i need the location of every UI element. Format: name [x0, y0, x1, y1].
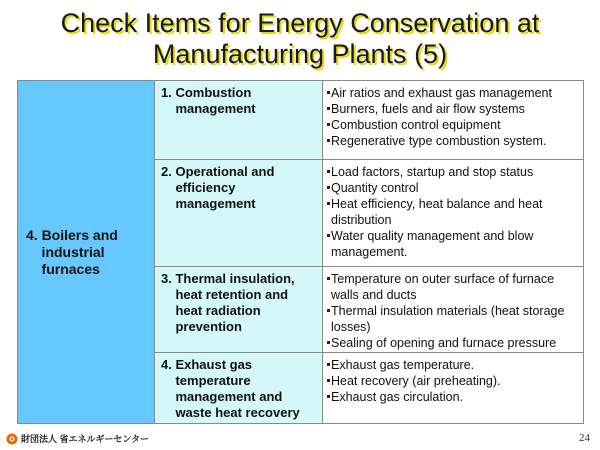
list-item: Heat efficiency, heat balance and heat distribution: [327, 196, 577, 228]
table-row: [155, 267, 583, 353]
item-combustion-management: 1. Combustion management: [155, 81, 323, 159]
item-operational-efficiency: 2. Operational and efficiency management: [155, 160, 323, 266]
list-item: Combustion control equipment: [327, 117, 577, 133]
bullet-icon: [327, 186, 330, 189]
bullet-icon: [327, 309, 330, 312]
footer-logo: [6, 432, 149, 445]
table-row: [155, 81, 583, 160]
list-item: Burners, fuels and air flow systems: [327, 101, 577, 117]
list-item: Sealing of opening and furnace pressure: [327, 335, 577, 351]
check-items-table: [17, 80, 584, 424]
page-number: 24: [579, 432, 590, 444]
list-item: Quantity control: [327, 180, 577, 196]
bullet-icon: [327, 123, 330, 126]
bullet-icon: [327, 341, 330, 344]
item-exhaust-gas: 4. Exhaust gas temperature management and waste heat recovery: [155, 353, 323, 423]
table-row: [155, 353, 583, 423]
list-item: Regenerative type combustion system.: [327, 133, 577, 149]
list-item: Air ratios and exhaust gas management: [327, 85, 577, 101]
bullet-icon: [327, 363, 330, 366]
bullet-icon: [327, 202, 330, 205]
bullet-icon: [327, 234, 330, 237]
bullet-icon: [327, 91, 330, 94]
bullet-icon: [327, 107, 330, 110]
item-thermal-insulation: 3. Thermal insulation, heat retention and heat radiation prevention: [155, 267, 323, 352]
list-item: Thermal insulation materials (heat storage losses): [327, 303, 577, 335]
bullet-icon: [327, 277, 330, 280]
bullet-icon: [327, 395, 330, 398]
list-item: Water quality management and blow management.: [327, 228, 577, 260]
table-rows: [155, 81, 583, 423]
table-row: [155, 160, 583, 267]
list-item: Exhaust gas temperature.: [327, 357, 577, 373]
item-details: [323, 353, 583, 423]
category-cell: [18, 81, 155, 423]
list-item: Heat recovery (air preheating).: [327, 373, 577, 389]
list-item: Exhaust gas circulation.: [327, 389, 577, 405]
item-details: [323, 267, 583, 352]
bullet-icon: [327, 170, 330, 173]
list-item: Temperature on outer surface of furnace walls and ducts: [327, 271, 577, 303]
bullet-icon: [327, 139, 330, 142]
item-details: [323, 81, 583, 159]
eccj-logo-icon: [6, 433, 18, 445]
bullet-icon: [327, 379, 330, 382]
list-item: Load factors, startup and stop status: [327, 164, 577, 180]
category-label: 4. Boilers and industrial furnaces: [26, 226, 118, 277]
item-details: [323, 160, 583, 266]
slide-title: Check Items for Energy Conservation at Manufacturing Plants (5): [60, 8, 540, 69]
footer-org-name: 財団法人 省エネルギーセンター: [21, 434, 149, 444]
